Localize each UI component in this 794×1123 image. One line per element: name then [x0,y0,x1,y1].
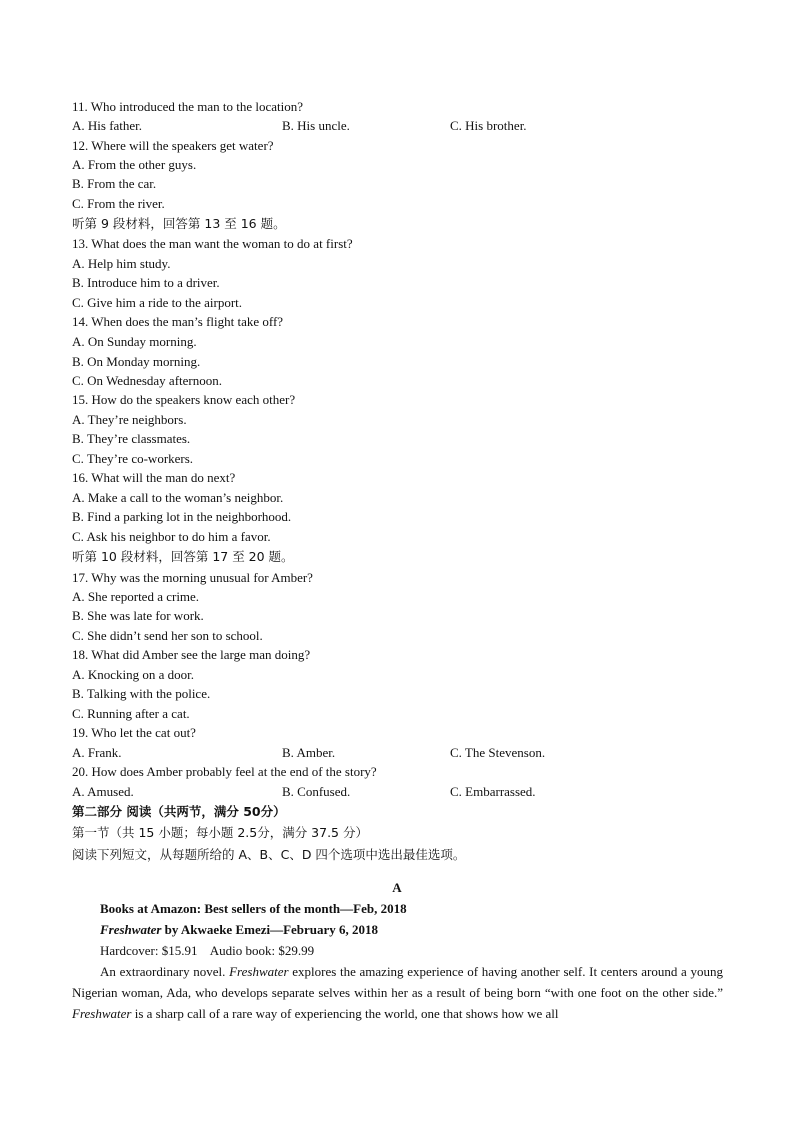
book-title-line [100,922,378,938]
reading-part-title: 第二部分 阅读（共两节，满分 50分） [72,804,286,819]
q11-option-c: C. His brother. [450,118,527,133]
question-15: 15. How do the speakers know each other? [72,392,296,407]
q19-option-a: A. Frank. [72,745,122,760]
q18-option-b: B. Talking with the police. [72,686,211,701]
question-20: 20. How does Amber probably feel at the end of the story? [72,764,377,779]
q13-option-b: B. Introduce him to a driver. [72,275,220,290]
q13-option-a: A. Help him study. [72,256,171,271]
question-17: 17. Why was the morning unusual for Amber? [72,570,313,585]
book-title: Freshwater [100,922,162,937]
question-19: 19. Who let the cat out? [72,725,196,740]
book-byline: by Akwaeke Emezi—February 6, 2018 [161,922,379,937]
passage-paragraph [72,961,723,1024]
book-prices: Hardcover: $15.91 Audio book: $29.99 [100,943,315,958]
question-14: 14. When does the man’s flight take off? [72,314,284,329]
q17-option-a: A. She reported a crime. [72,589,200,604]
q12-option-c: C. From the river. [72,196,165,211]
passage-heading: Books at Amazon: Best sellers of the month—Feb, 2018 [100,901,407,916]
section-9-instruction: 听第 9 段材料，回答第 13 至 16 题。 [72,216,286,231]
q11-option-a: A. His father. [72,118,143,133]
question-18: 18. What did Amber see the large man doing? [72,647,311,662]
question-11: 11. Who introduced the man to the location? [72,99,304,114]
q12-option-a: A. From the other guys. [72,157,197,172]
passage-label: A [392,880,402,895]
q18-option-c: C. Running after a cat. [72,706,190,721]
question-12: 12. Where will the speakers get water? [72,138,274,153]
q20-option-b: B. Confused. [282,784,351,799]
q11-option-b: B. His uncle. [282,118,350,133]
q15-option-a: A. They’re neighbors. [72,412,187,427]
reading-section-1: 第一节（共 15 小题；每小题 2.5分，满分 37.5 分） [72,825,368,840]
q13-option-c: C. Give him a ride to the airport. [72,295,243,310]
q14-option-a: A. On Sunday morning. [72,334,197,349]
question-13: 13. What does the man want the woman to do at first? [72,236,353,251]
q17-option-b: B. She was late for work. [72,608,204,623]
question-16: 16. What will the man do next? [72,470,236,485]
para-book-title-1: Freshwater [229,964,289,979]
q16-option-c: C. Ask his neighbor to do him a favor. [72,529,271,544]
para-text-2: explores the amazing experience of having another self. It centers around a young Nigerian woman, Ada, who develops separate selves within her as a result of being born “with one foot on the other side.” [72,964,723,1000]
q19-option-c: C. The Stevenson. [450,745,546,760]
q18-option-a: A. Knocking on a door. [72,667,195,682]
q20-option-a: A. Amused. [72,784,134,799]
q12-option-b: B. From the car. [72,176,157,191]
q15-option-b: B. They’re classmates. [72,431,191,446]
para-text-1: An extraordinary novel. [100,964,230,979]
q19-option-b: B. Amber. [282,745,336,760]
q15-option-c: C. They’re co-workers. [72,451,194,466]
q17-option-c: C. She didn’t send her son to school. [72,628,263,643]
q14-option-b: B. On Monday morning. [72,354,201,369]
q16-option-b: B. Find a parking lot in the neighborhood. [72,509,292,524]
q20-option-c: C. Embarrassed. [450,784,536,799]
reading-instruction: 阅读下列短文，从每题所给的 A、B、C、D 四个选项中选出最佳选项。 [72,847,466,862]
q14-option-c: C. On Wednesday afternoon. [72,373,222,388]
section-10-instruction: 听第 10 段材料，回答第 17 至 20 题。 [72,549,294,564]
para-text-3: is a sharp call of a rare way of experiencing the world, one that shows how we all [131,1006,559,1021]
q16-option-a: A. Make a call to the woman’s neighbor. [72,490,284,505]
para-book-title-2: Freshwater [72,1006,132,1021]
